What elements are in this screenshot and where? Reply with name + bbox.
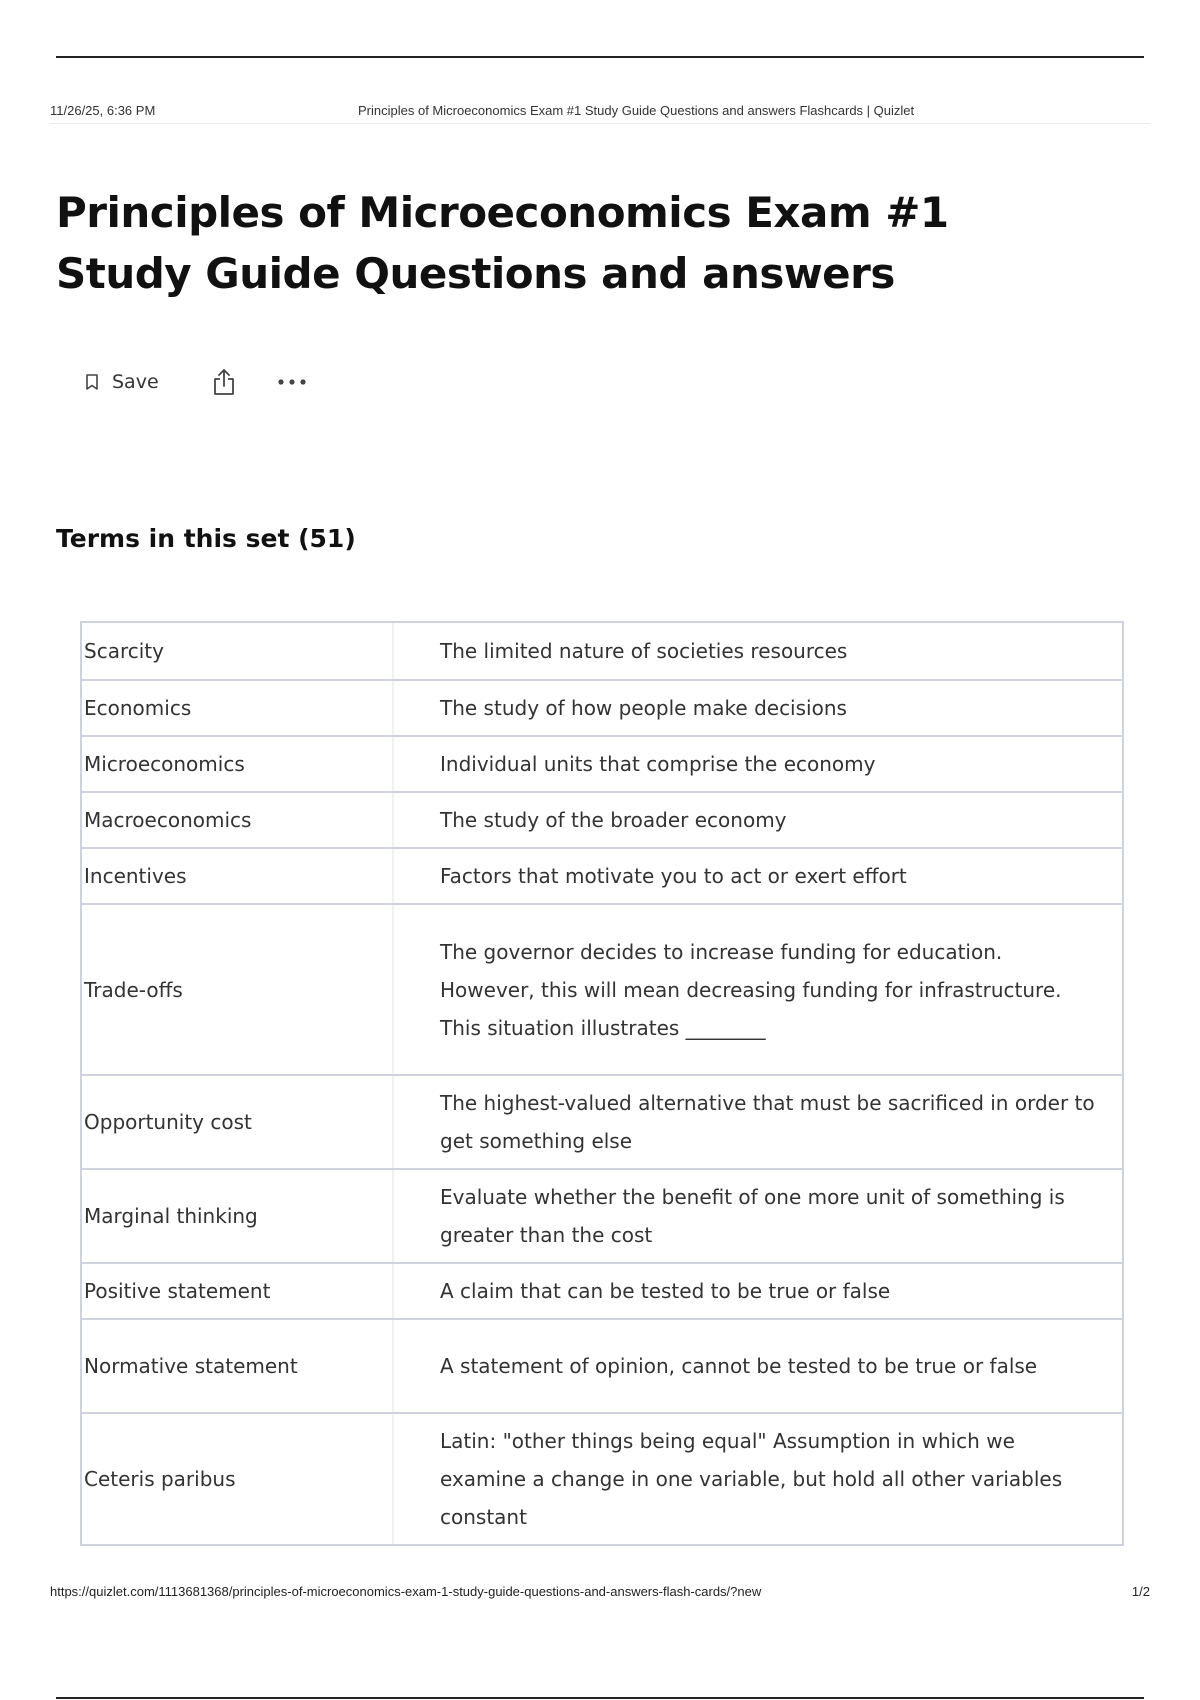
term-row (82, 1168, 1122, 1262)
print-header (50, 103, 1150, 124)
term-text: Trade-offs (82, 905, 394, 1074)
definition-text: The limited nature of societies resources (440, 639, 848, 663)
term-text: Opportunity cost (82, 1076, 394, 1168)
definition-text: Evaluate whether the benefit of one more unit of something is greater than the cost (440, 1185, 1065, 1247)
definition-text: Latin: "other things being equal" Assumption in which we examine a change in one variable, but hold all other variables constant (440, 1429, 1063, 1529)
share-icon[interactable] (211, 367, 237, 397)
term-text: Positive statement (82, 1264, 394, 1318)
definition-text: The governor decides to increase funding for education. However, this will mean decreasing funding for infrastructure. This situation illustrates ________ (440, 939, 1062, 1040)
term-text: Economics (82, 681, 394, 735)
save-label: Save (112, 371, 159, 393)
action-bar (84, 364, 307, 400)
save-button[interactable] (84, 371, 159, 393)
term-row (82, 1318, 1122, 1412)
definition-text: The highest-valued alternative that must be sacrificed in order to get something else (440, 1091, 1095, 1153)
term-row (82, 1412, 1122, 1544)
print-url: https://quizlet.com/1113681368/principles-of-microeconomics-exam-1-study-guide-questions-and-answers-flash-cards/?new (50, 1584, 762, 1599)
bookmark-icon (84, 373, 100, 391)
more-icon[interactable] (277, 378, 307, 386)
term-row (82, 791, 1122, 847)
definition-text: Factors that motivate you to act or exert effort (440, 864, 907, 888)
definition-text: A claim that can be tested to be true or false (440, 1279, 891, 1303)
top-rule (56, 56, 1144, 58)
term-text: Macroeconomics (82, 793, 394, 847)
terms-heading: Terms in this set (51) (56, 524, 356, 553)
definition-text: The study of how people make decisions (440, 696, 847, 720)
page-number: 1/2 (1131, 1584, 1150, 1599)
bottom-rule (56, 1697, 1144, 1699)
terms-table (80, 621, 1124, 1546)
term-row (82, 847, 1122, 903)
print-datetime: 11/26/25, 6:36 PM (50, 103, 156, 118)
term-row (82, 903, 1122, 1074)
term-text: Scarcity (82, 623, 394, 679)
term-row (82, 1262, 1122, 1318)
definition-text: The study of the broader economy (440, 808, 787, 832)
term-row (82, 735, 1122, 791)
term-text: Microeconomics (82, 737, 394, 791)
term-row (82, 1074, 1122, 1168)
page-title: Principles of Microeconomics Exam #1 Study Guide Questions and answers (56, 188, 949, 298)
term-row (82, 623, 1122, 679)
term-row (82, 679, 1122, 735)
term-text: Incentives (82, 849, 394, 903)
print-document-title: Principles of Microeconomics Exam #1 Study Guide Questions and answers Flashcards | Quizlet (358, 103, 915, 118)
term-text: Marginal thinking (82, 1170, 394, 1262)
term-text: Ceteris paribus (82, 1414, 394, 1544)
definition-text: Individual units that comprise the economy (440, 752, 876, 776)
term-text: Normative statement (82, 1320, 394, 1412)
definition-text: A statement of opinion, cannot be tested to be true or false (440, 1354, 1038, 1378)
